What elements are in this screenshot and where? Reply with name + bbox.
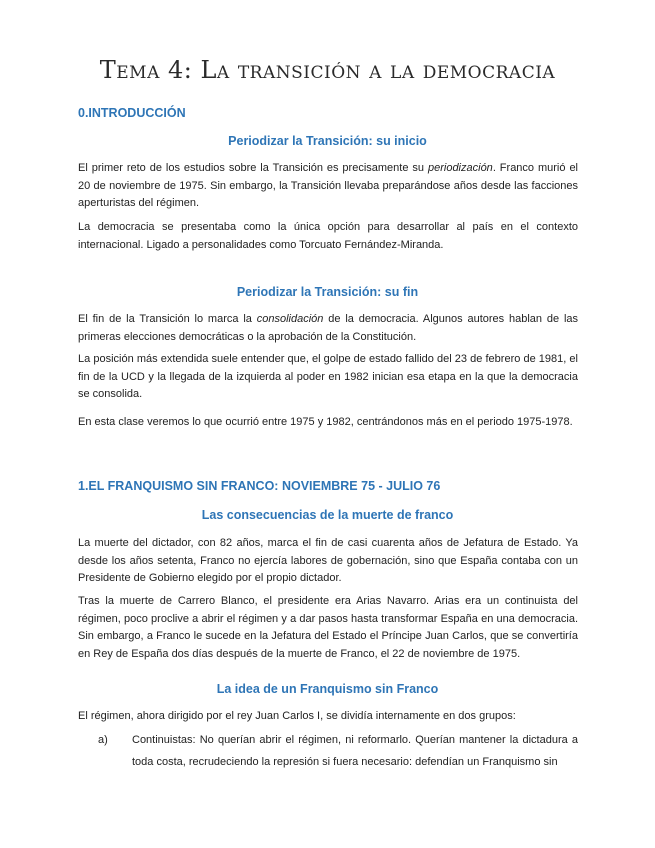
paragraph-intro-1-part-a: El primer reto de los estudios sobre la Transición es precisamente su bbox=[78, 162, 428, 174]
list-marker: a) bbox=[98, 734, 108, 746]
paragraph-fin-1 bbox=[78, 311, 578, 346]
paragraph-fin-3: En esta clase veremos lo que ocurrió entre 1975 y 1982, centrándonos más en el periodo 1975-1978. bbox=[78, 416, 573, 428]
paragraph-intro-2: La democracia se presentaba como la única opción para desarrollar al país en el contexto internacional. Ligado a personalidades como Torcuato Fernández-Miranda. bbox=[78, 221, 578, 251]
paragraph-fin-1-emphasis: consolidación bbox=[256, 313, 324, 325]
paragraph-intro-1-part-b: . Franco murió el 20 de noviembre de 1975. Sin embargo, la Transición llevaba preparándose años desde las facciones aperturistas del régimen. bbox=[78, 162, 579, 209]
section-heading-intro: 0.INTRODUCCIÓN bbox=[78, 106, 186, 120]
paragraph-fin-1-part-b: de la democracia. Algunos autores hablan de las primeras elecciones democráticas o la aprobación de la Constitución. bbox=[78, 313, 579, 343]
subheading-periodizar-inicio: Periodizar la Transición: su inicio bbox=[228, 134, 427, 148]
subheading-periodizar-fin: Periodizar la Transición: su fin bbox=[236, 285, 419, 299]
paragraph-franquismo-2: Tras la muerte de Carrero Blanco, el presidente era Arias Navarro. Arias era un continuista del régimen, poco proclive a abrir el régimen y a dar pasos hasta transformar España en una democracia. Sin embargo, a Franco le sucede en la Jefatura del Estado el Príncipe Juan Carlos, que se convertiría en Rey de España dos días después de la muerte de Franco, el 22 de noviembre de 1975. bbox=[78, 595, 578, 660]
section-heading-franquismo: 1.EL FRANQUISMO SIN FRANCO: NOVIEMBRE 75 - JULIO 76 bbox=[78, 479, 441, 493]
paragraph-fin-2: La posición más extendida suele entender que, el golpe de estado fallido del 23 de febrero de 1981, el fin de la UCD y la llegada de la izquierda al poder en 1982 inician esa etapa en la que la democracia se consolida. bbox=[78, 353, 578, 400]
subheading-consecuencias: Las consecuencias de la muerte de franco bbox=[201, 508, 454, 522]
list-item-text: Continuistas: No querían abrir el régimen, ni reformarlo. Querían mantener la dictadura a toda costa, recrudeciendo la represión si fuera necesario: defendían un Franquismo sin bbox=[132, 734, 578, 768]
paragraph-intro-1-emphasis: periodización bbox=[427, 162, 493, 174]
list-item-continuistas bbox=[78, 729, 578, 773]
document-title: Tema 4: La transición a la democracia bbox=[99, 56, 556, 84]
paragraph-idea-1: El régimen, ahora dirigido por el rey Juan Carlos I, se dividía internamente en dos grupos: bbox=[78, 710, 516, 722]
subheading-idea-franquismo: La idea de un Franquismo sin Franco bbox=[216, 682, 439, 696]
paragraph-franquismo-1: La muerte del dictador, con 82 años, marca el fin de casi cuarenta años de Jefatura de Estado. Ya desde los años setenta, Franco no ejercía labores de gobernación, sino que España contaba con un Presidente de Gobierno elegido por el propio dictador. bbox=[78, 537, 578, 584]
paragraph-intro-1 bbox=[78, 160, 578, 213]
paragraph-fin-1-part-a: El fin de la Transición lo marca la bbox=[78, 313, 257, 325]
